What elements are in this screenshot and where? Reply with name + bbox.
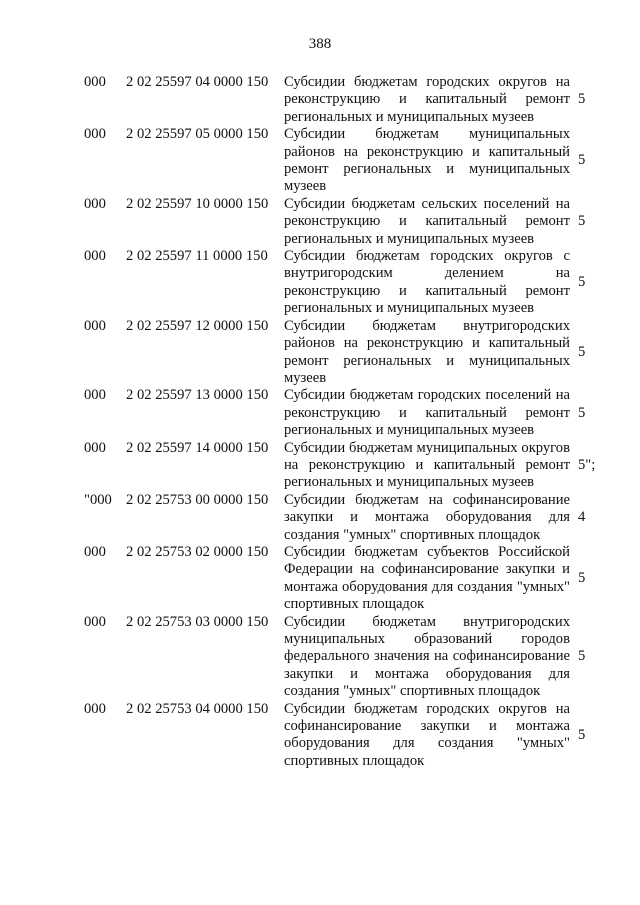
- budget-classification-code: 2 02 25597 14 0000 150: [126, 439, 269, 456]
- budget-classification-code: 2 02 25597 12 0000 150: [126, 317, 269, 334]
- standard-value: 5: [578, 726, 586, 743]
- admin-code: 000: [84, 248, 106, 265]
- income-description: Субсидии бюджетам внутригородских районов на реконструкцию и капитальный ремонт региональных и муниципальных музеев: [284, 317, 570, 386]
- admin-code: 000: [84, 543, 106, 560]
- table-row: [84, 126, 618, 196]
- income-description: Субсидии бюджетам субъектов Российской Федерации на софинансирование закупки и монтажа оборудования для создания "умных" спортивных площадок: [284, 543, 570, 613]
- table-row: [84, 318, 618, 388]
- budget-classification-code: 2 02 25753 02 0000 150: [126, 543, 269, 560]
- admin-code: 000: [84, 126, 106, 143]
- table-row: [84, 387, 618, 439]
- page-number: 388: [308, 36, 332, 52]
- admin-code: 000: [84, 74, 106, 90]
- table-row: [84, 701, 618, 771]
- budget-classification-code: 2 02 25597 05 0000 150: [126, 126, 269, 143]
- standard-value: 5: [578, 91, 586, 108]
- standard-value: 5: [578, 570, 586, 587]
- budget-codes-table: [84, 74, 618, 770]
- admin-code: 000: [84, 613, 106, 630]
- table-row: [84, 614, 618, 701]
- income-description: Субсидии бюджетам сельских поселений на реконструкцию и капитальный ремонт региональных и муниципальных музеев: [284, 195, 570, 247]
- admin-code: 000: [84, 700, 106, 717]
- income-description: Субсидии бюджетам городских округов на софинансирование закупки и монтажа оборудования для создания "умных" спортивных площадок: [284, 700, 570, 769]
- standard-value: 5: [578, 213, 586, 230]
- standard-value: 4: [578, 509, 586, 526]
- standard-value: 5";: [578, 456, 596, 473]
- budget-classification-code: 2 02 25597 11 0000 150: [126, 248, 268, 265]
- standard-value: 5: [578, 274, 586, 291]
- income-description: Субсидии бюджетам городских округов с внутригородским делением на реконструкцию и капитальный ремонт региональных и муниципальных музеев: [284, 248, 570, 317]
- standard-value: 5: [578, 343, 586, 360]
- table-row: [84, 440, 618, 492]
- admin-code: 000: [84, 387, 106, 404]
- admin-code: 000: [84, 439, 106, 456]
- admin-code: 000: [84, 317, 106, 334]
- income-description: Субсидии бюджетам муниципальных округов на реконструкцию и капитальный ремонт региональных и муниципальных музеев: [284, 439, 570, 491]
- budget-classification-code: 2 02 25597 04 0000 150: [126, 74, 269, 90]
- budget-classification-code: 2 02 25597 13 0000 150: [126, 387, 269, 404]
- table-row: [84, 248, 618, 318]
- standard-value: 5: [578, 152, 586, 169]
- table-row: [84, 544, 618, 614]
- income-description: Субсидии бюджетам городских округов на реконструкцию и капитальный ремонт региональных и муниципальных музеев: [284, 74, 570, 125]
- budget-classification-code: 2 02 25753 03 0000 150: [126, 613, 269, 630]
- budget-classification-code: 2 02 25753 04 0000 150: [126, 700, 269, 717]
- income-description: Субсидии бюджетам внутригородских муниципальных образований городов федерального значения на софинансирование закупки и монтажа оборудования для создания "умных" спортивных площадок: [284, 613, 570, 700]
- table-row: [84, 74, 618, 126]
- admin-code: "000: [84, 491, 112, 508]
- income-description: Субсидии бюджетам городских поселений на реконструкцию и капитальный ремонт региональных и муниципальных музеев: [284, 387, 570, 439]
- table-row: [84, 492, 618, 544]
- budget-classification-code: 2 02 25753 00 0000 150: [126, 491, 269, 508]
- income-description: Субсидии бюджетам муниципальных районов на реконструкцию и капитальный ремонт региональных и муниципальных музеев: [284, 126, 570, 195]
- table-row: [84, 196, 618, 248]
- income-description: Субсидии бюджетам на софинансирование закупки и монтажа оборудования для создания "умных" спортивных площадок: [284, 491, 570, 543]
- standard-value: 5: [578, 404, 586, 421]
- budget-classification-code: 2 02 25597 10 0000 150: [126, 195, 269, 212]
- admin-code: 000: [84, 195, 106, 212]
- standard-value: 5: [578, 648, 586, 665]
